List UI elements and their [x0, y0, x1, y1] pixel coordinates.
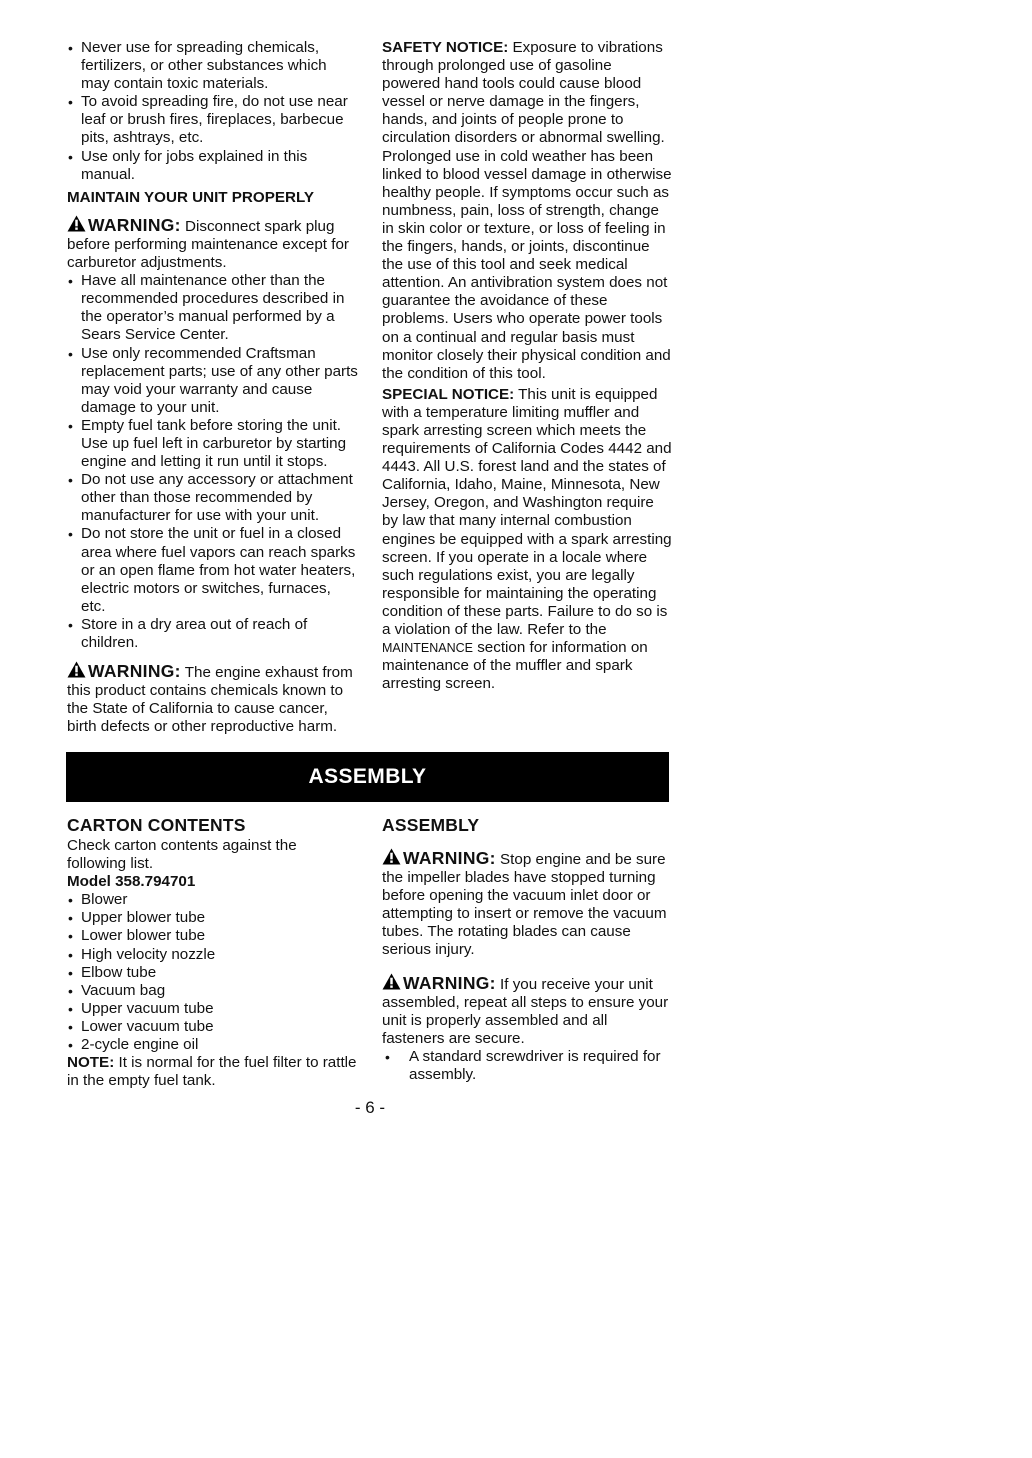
warning-paragraph — [382, 973, 672, 1048]
list-item: • Upper blower tube — [67, 909, 359, 927]
safety-notice-text: Exposure to vibrations through prolonged use of gasoline powered hand tools could cause blood vessel or nerve damage in the fingers, hands, and joints of people prone to circulation disorders or abnormal swelling. Prolonged use in cold weather has been linked to blood vessel damage in otherwise healthy people. If symptoms occur such as numbness, pain, loss of strength, change in skin color or texture, or loss of feeling in the fingers, hands, or joints, discontinue the use of this tool and seek medical attention. An antivibration system does not guarantee the avoidance of these problems. Users who operate power tools on a continual and regular basis must monitor closely their physical condition and the condition of this tool. — [382, 39, 672, 382]
list-item: • Do not use any accessory or attachment other than those recommended by manufacturer for use with your unit. — [67, 471, 359, 525]
safety-notice — [382, 39, 672, 383]
warning-text: If you receive your unit assembled, repeat all steps to ensure your unit is properly assembled and all fasteners are secure. — [382, 975, 669, 1047]
carton-intro: Check carton contents against the following list. — [67, 837, 297, 873]
list-item: • Use only for jobs explained in this manual. — [67, 148, 359, 184]
note-text: It is normal for the fuel filter to rattle in the empty fuel tank. — [67, 1054, 357, 1090]
list-item: • To avoid spreading fire, do not use near leaf or brush fires, fireplaces, barbecue pits, ashtrays, etc. — [67, 93, 359, 147]
special-notice-text-end: section for information on maintenance of the muffler and spark arresting screen. — [382, 639, 648, 693]
warning-triangle-icon — [67, 215, 86, 232]
special-notice — [382, 386, 672, 694]
list-item: • Lower vacuum tube — [67, 1018, 359, 1036]
assembly-banner — [66, 752, 669, 802]
maintain-heading: MAINTAIN YOUR UNIT PROPERLY — [67, 188, 314, 206]
warning-label: WARNING: — [88, 661, 181, 682]
safety-bullet-list — [67, 39, 359, 184]
list-item: • Do not store the unit or fuel in a closed area where fuel vapors can reach sparks or an open flame from hot water heaters, electric motors or switches, furnaces, etc. — [67, 525, 359, 615]
warning-text: Stop engine and be sure the impeller blades have stopped turning before opening the vacuum inlet door or attempting to insert or remove the vacuum tubes. The rotating blades can cause serious injury. — [382, 851, 667, 959]
carton-items-list — [67, 891, 359, 1054]
safety-notice-label: SAFETY NOTICE: — [382, 39, 509, 56]
carton-contents-heading: CARTON CONTENTS — [67, 815, 246, 835]
warning-triangle-icon — [67, 661, 86, 678]
list-item: • 2-cycle engine oil — [67, 1036, 359, 1054]
warning-label: WARNING: — [403, 972, 496, 993]
maintenance-bullet-list — [67, 272, 359, 652]
list-item: • Use only recommended Craftsman replacement parts; use of any other parts may void your warranty and cause damage to your unit. — [67, 345, 359, 417]
page-number: - 6 - — [354, 1098, 386, 1117]
list-item: • Lower blower tube — [67, 927, 359, 945]
maintenance-reference: MAINTENANCE — [382, 641, 473, 656]
list-item: • High velocity nozzle — [67, 946, 359, 964]
warning-label: WARNING: — [403, 848, 496, 868]
special-notice-label: SPECIAL NOTICE: — [382, 385, 515, 403]
warning-paragraph — [67, 215, 359, 272]
assembly-heading: ASSEMBLY — [382, 815, 480, 835]
list-item: • Elbow tube — [67, 964, 359, 982]
warning-label: WARNING: — [88, 214, 181, 235]
warning-text: The engine exhaust from this product contains chemicals known to the State of California to cause cancer, birth defects or other reproductive harm. — [67, 664, 353, 736]
note-label: NOTE: — [67, 1054, 115, 1072]
assembly-section — [382, 815, 672, 1084]
list-item: • Empty fuel tank before storing the unit. Use up fuel left in carburetor by starting engine and letting it run until it stops. — [67, 417, 359, 471]
note-paragraph — [67, 1054, 359, 1090]
model-number: Model 358.794701 — [67, 873, 196, 891]
warning-text: Disconnect spark plug before performing maintenance except for carburetor adjustments. — [67, 217, 349, 272]
list-item: • Never use for spreading chemicals, fertilizers, or other substances which may contain toxic materials. — [67, 39, 359, 93]
right-column — [382, 39, 672, 693]
special-notice-text: This unit is equipped with a temperature limiting muffler and spark arresting screen which meets the requirements of California Codes 4442 and 4443. All U.S. forest land and the states of California, Idaho, Maine, Minnesota, New Jersey, Oregon, and Washington require by law that many internal combustion engines be equipped with a spark arresting screen. If you operate in a locale where such regulations exist, you are legally responsible for maintaining the operating condition of these parts. Failure to do so is a violation of the law. Refer to the — [382, 385, 672, 638]
warning-triangle-icon — [382, 848, 401, 865]
list-item: • A standard screwdriver is required for assembly. — [382, 1048, 672, 1084]
assembly-bullet-list — [382, 1048, 672, 1084]
list-item: • Upper vacuum tube — [67, 1000, 359, 1018]
warning-paragraph — [67, 661, 359, 736]
list-item: • Vacuum bag — [67, 982, 359, 1000]
warning-triangle-icon — [382, 973, 401, 990]
banner-title: ASSEMBLY — [308, 765, 427, 788]
carton-contents-section — [67, 815, 359, 1090]
left-column — [67, 39, 359, 736]
list-item: • Have all maintenance other than the recommended procedures described in the operator’s manual performed by a Sears Service Center. — [67, 272, 359, 344]
list-item: • Blower — [67, 891, 359, 909]
list-item: • Store in a dry area out of reach of children. — [67, 616, 359, 652]
warning-paragraph — [382, 848, 672, 960]
